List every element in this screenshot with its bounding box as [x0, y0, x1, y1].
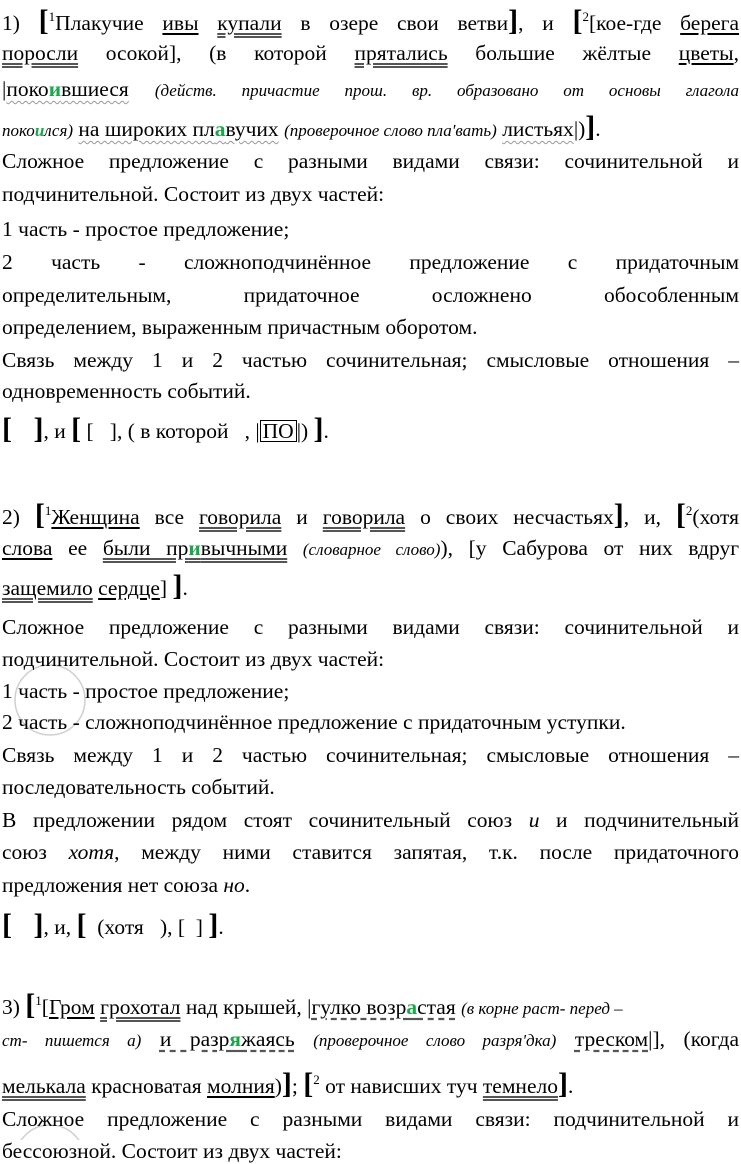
text: от нависших туч [319, 1074, 483, 1098]
text: |], (когда [648, 1027, 740, 1051]
predicate-word: говорила [199, 505, 282, 529]
text-line [2, 772, 739, 802]
text: [ ], ( в которой , | [81, 419, 260, 443]
clause-bracket: ] [33, 908, 44, 941]
text: 1 часть - простое предложение; [2, 679, 290, 703]
adverbial-word: стая [417, 995, 456, 1019]
highlighted-letter: и [48, 77, 62, 101]
comment-note: (проверочное слово пла'вать) [284, 121, 497, 140]
text: , и, [43, 915, 77, 939]
text [199, 11, 218, 35]
text [287, 536, 303, 560]
text-line [2, 1136, 739, 1164]
adverbial-word: жаясь [241, 1027, 295, 1051]
text: Сложное предложение с разными видами связи: сочинительной и [2, 615, 739, 639]
text: Сложное предложение с разными видами связи: сочинительной и [2, 149, 739, 173]
clause-number: 1 [48, 9, 56, 24]
clause-bracket: ] [313, 412, 324, 445]
text: о своих несчастьях [405, 505, 614, 529]
modifier-word: на широких пл [78, 117, 215, 141]
emphasis-word: и [528, 808, 540, 832]
predicate-word: темнело [482, 1074, 558, 1098]
text-line [2, 345, 739, 375]
subject-word: берега [680, 11, 740, 35]
predicate-word: говорила [322, 505, 406, 529]
text-line [2, 676, 739, 706]
emphasis-word: хотя [68, 840, 115, 864]
text-line [2, 146, 739, 176]
participle-box: ПО [260, 420, 297, 442]
clause-bracket: ] [172, 569, 183, 602]
text: подчинительной. Состоит из двух частей: [2, 647, 385, 671]
clause-bracket: ] [557, 1067, 568, 1100]
predicate-word: вычными [200, 536, 288, 560]
text-line [2, 312, 739, 342]
text: Сложное предложение с разными видами связи: подчинительной и [2, 1107, 739, 1131]
text: , и, [623, 505, 676, 529]
clause-bracket: ] [208, 908, 219, 941]
clause-bracket: [ [2, 412, 12, 445]
clause-bracket: [ [2, 908, 12, 941]
modifier-word: листьях [502, 117, 574, 141]
text: . [323, 419, 329, 443]
text: в озере свои ветви [281, 11, 509, 35]
text: . [218, 915, 224, 939]
text: осокой], (в которой [78, 41, 355, 65]
text-line [2, 496, 739, 532]
text: красноватая [85, 1074, 208, 1098]
highlighted-letter: и [34, 121, 45, 140]
clause-number: 2 [582, 9, 589, 24]
text: и подчинительный [539, 808, 739, 832]
text-line [2, 74, 739, 106]
text-line [2, 247, 739, 277]
text-line [2, 110, 739, 146]
text-line [2, 214, 739, 244]
text: последовательность событий. [2, 775, 275, 799]
text: |) [573, 117, 586, 141]
text: Плакучие [55, 11, 163, 35]
text [295, 1027, 314, 1051]
text [12, 915, 34, 939]
text: ; [291, 1074, 304, 1098]
text-line [2, 533, 739, 565]
clause-bracket: [ [38, 4, 49, 37]
text: В предложении рядом стоят сочинительный союз [2, 808, 529, 832]
text: союз [2, 840, 69, 864]
text-line [2, 569, 739, 603]
text: и [281, 505, 323, 529]
text: предложения нет союза [2, 873, 224, 897]
predicate-word: купали [217, 11, 282, 35]
text: все [139, 505, 200, 529]
comment-note: лся) [44, 121, 74, 140]
clause-number: 1 [44, 503, 52, 518]
text: одновременность событий. [2, 379, 251, 403]
predicate-word: поросли [2, 41, 79, 65]
clause-bracket: [ [303, 1067, 314, 1100]
text [129, 77, 155, 101]
text-line [2, 707, 739, 737]
predicate-word: были пр [102, 536, 189, 560]
text: большие жёлтые [447, 41, 679, 65]
text: ) [274, 1074, 282, 1098]
predicate-word: защемило [2, 576, 93, 600]
text: , [733, 41, 739, 65]
text: ее [52, 536, 103, 560]
text-line [2, 2, 739, 38]
text: 2 часть - сложноподчинённое предложение с придаточным [2, 250, 739, 274]
text: Связь между 1 и 2 частью сочинительная; смысловые отношения – [2, 348, 739, 372]
text: . [567, 1074, 574, 1098]
clause-number: 2 [685, 503, 693, 518]
subject-word: Гром [48, 995, 95, 1019]
text-line [2, 38, 739, 68]
highlighted-letter: и [188, 536, 201, 560]
clause-number: 2 [313, 1072, 320, 1087]
text: 1) [2, 11, 39, 35]
text: определением, выраженным причастным оборотом. [2, 315, 478, 339]
comment-note: (проверочное слово разря'дка) [313, 1031, 557, 1050]
predicate-word: грохотал [100, 995, 181, 1019]
clause-bracket: [ [572, 4, 583, 37]
text-line [2, 179, 739, 209]
text: 2) [2, 505, 35, 529]
subject-word: сердце [98, 576, 160, 600]
text-line [2, 280, 739, 310]
comment-note: (в корне раст- перед – [461, 999, 623, 1018]
clause-bracket: ] [33, 412, 44, 445]
text [141, 1027, 160, 1051]
text: . [595, 117, 601, 141]
text: 1 часть - простое предложение; [2, 217, 290, 241]
modifier-word: вучих [225, 117, 279, 141]
text-line [2, 740, 739, 770]
text-line [2, 837, 739, 867]
text-line [2, 376, 739, 406]
clause-bracket: ] [508, 4, 519, 37]
text-line [2, 644, 739, 674]
text: ), [у Сабурова от них вдруг [440, 536, 740, 560]
text: ] [159, 576, 173, 600]
comment-note: поко [2, 121, 35, 140]
subject-word: молния [207, 1074, 275, 1098]
text: , между ними ставится запятая, т.к. после придаточного [114, 840, 739, 864]
text: | [2, 77, 7, 101]
clause-bracket: ] [281, 1067, 292, 1100]
highlighted-letter: а [406, 995, 418, 1019]
subject-word: ивы [162, 11, 199, 35]
text: Связь между 1 и 2 частью сочинительная; смысловые отношения – [2, 743, 739, 767]
text: , и [43, 419, 72, 443]
text: бессоюзной. Состоит из двух частей: [2, 1139, 342, 1163]
adverbial-word: треском [574, 1027, 649, 1051]
text: 3) [2, 995, 26, 1019]
text: |) [296, 419, 314, 443]
clause-bracket: ] [585, 110, 596, 143]
highlighted-letter: а [214, 117, 226, 141]
comment-note: (действ. причастие прош. вр. образовано от основы глагола [154, 81, 740, 100]
clause-bracket: [ [71, 412, 82, 445]
clause-bracket: [ [25, 988, 36, 1021]
adverbial-word: и разр [159, 1027, 230, 1051]
text-line [2, 1065, 739, 1101]
clause-bracket: ] [613, 498, 624, 531]
text-line [2, 805, 739, 835]
text-line [2, 412, 739, 446]
text: . [244, 873, 251, 897]
text: [ [41, 995, 49, 1019]
emphasis-word: но [223, 873, 245, 897]
text-line [2, 908, 739, 942]
text-line [2, 986, 739, 1024]
clause-bracket: [ [675, 498, 686, 531]
text-line [2, 1024, 739, 1056]
clause-bracket: [ [34, 498, 45, 531]
text: подчинительной. Состоит из двух частей: [2, 182, 385, 206]
text: 2 часть - сложноподчинённое предложение с придаточным уступки. [2, 710, 626, 734]
predicate-word: прятались [354, 41, 448, 65]
text: [кое-где [588, 11, 681, 35]
text: определительным, придаточное осложнено обособленным [2, 283, 739, 307]
text: (хотя ), [ ] [86, 915, 209, 939]
predicate-word: мелькала [2, 1074, 86, 1098]
text [556, 1027, 575, 1051]
text: , и [518, 11, 573, 35]
comment-note: (словарное слово) [302, 540, 441, 559]
text-line [2, 1104, 739, 1134]
text-line [2, 612, 739, 642]
subject-word: Женщина [51, 505, 140, 529]
subject-word: цветы [678, 41, 734, 65]
highlighted-letter: я [229, 1027, 242, 1051]
adverbial-word: гулко возр [311, 995, 407, 1019]
text [12, 419, 34, 443]
modifier-word: вшиеся [61, 77, 129, 101]
clause-number: 1 [35, 993, 42, 1008]
text: над крышей, | [180, 995, 312, 1019]
comment-note: ст- пишется а) [2, 1031, 142, 1050]
text: . [182, 576, 188, 600]
text-line [2, 870, 739, 900]
subject-word: слова [2, 536, 53, 560]
modifier-word: поко [6, 77, 49, 101]
text: (хотя [692, 505, 739, 529]
clause-bracket: [ [76, 908, 87, 941]
